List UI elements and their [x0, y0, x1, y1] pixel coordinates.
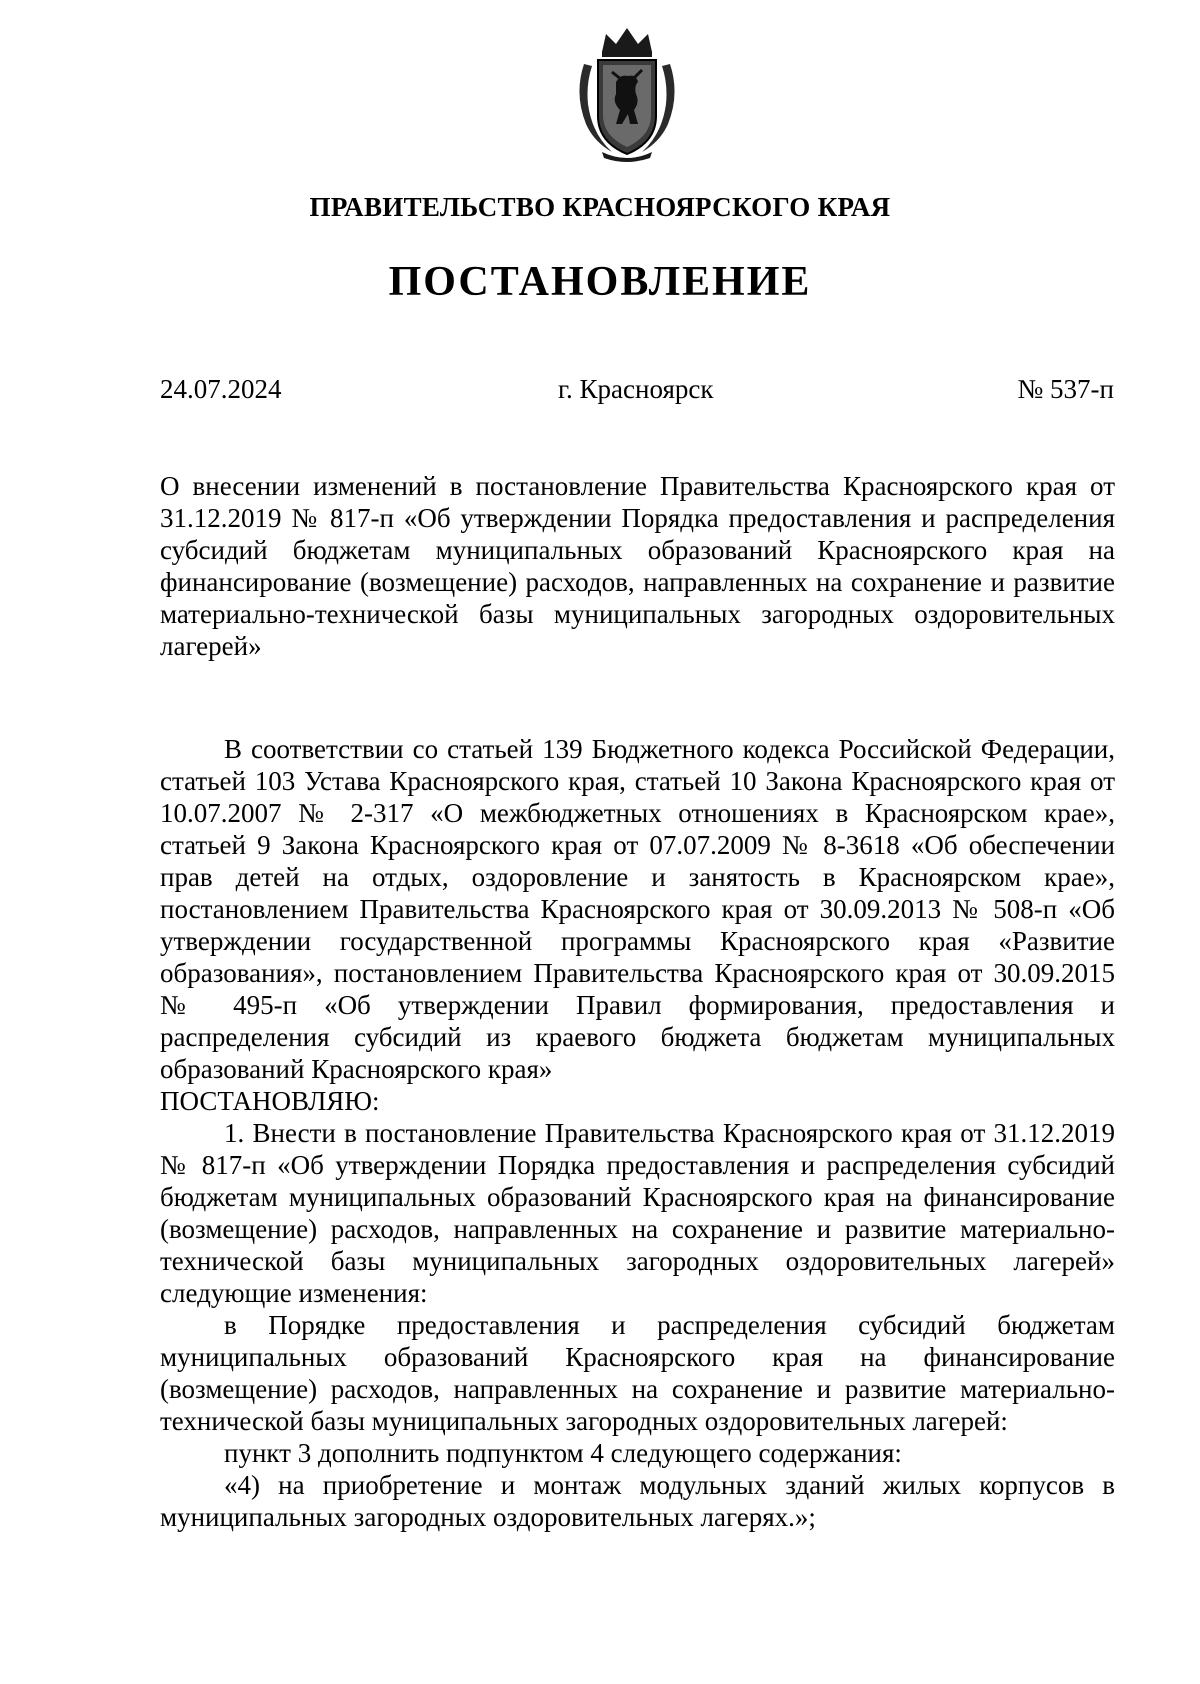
- organization-name: ПРАВИТЕЛЬСТВО КРАСНОЯРСКОГО КРАЯ: [309, 192, 891, 222]
- item-1-clause-paragraph: пункт 3 дополнить подпунктом 4 следующего содержания:: [224, 1438, 902, 1468]
- document-date: 24.07.2024: [160, 374, 282, 404]
- item-1-paragraph: 1. Внести в постановление Правительства Красноярского края от 31.12.2019 № 817-п «Об утверждении Порядка предоставления и распределения субсидий бюджетам муниципальных образований Красноярского края на финансирование (возмещение) расходов, направленных на сохранение и развитие материально-технической базы муниципальных загородных оздоровительных лагерей» следующие изменения:: [160, 1118, 1115, 1308]
- document-body: [160, 733, 1115, 1533]
- krasnoyarsk-coat-of-arms-icon: [572, 24, 682, 164]
- document-type: ПОСТАНОВЛЕНИЕ: [388, 259, 812, 305]
- document-title: О внесении изменений в постановление Правительства Красноярского края от 31.12.2019 № 817-п «Об утверждении Порядка предоставления и распределения субсидий бюджетам муниципальных образований Красноярского края на финансирование (возмещение) расходов, направленных на сохранение и развитие материально-технической базы муниципальных загородных оздоровительных лагерей»: [160, 471, 1115, 661]
- resolve-line: ПОСТАНОВЛЯЮ:: [160, 1086, 380, 1116]
- preamble-paragraph: В соответствии со статьей 139 Бюджетного кодекса Российской Федерации, статьей 103 Устава Красноярского края, статьей 10 Закона Красноярского края от 10.07.2007 № 2-317 «О межбюджетных отношениях в Красноярском крае», статьей 9 Закона Красноярского края от 07.07.2009 № 8-3618 «Об обеспечении прав детей на отдых, оздоровление и занятость в Красноярском крае», постановлением Правительства Красноярского края от 30.09.2013 № 508-п «Об утверждении государственной программы Красноярского края «Развитие образования», постановлением Правительства Красноярского края от 30.09.2015 № 495-п «Об утверждении Правил формирования, предоставления и распределения субсидий из краевого бюджета бюджетам муниципальных образований Красноярского края»: [160, 734, 1115, 1084]
- document-number: № 537-п: [1017, 374, 1114, 404]
- item-1-order-paragraph: в Порядке предоставления и распределения субсидий бюджетам муниципальных образований Красноярского края на финансирование (возмещение) расходов, направленных на сохранение и развитие материально-технической базы муниципальных загородных оздоровительных лагерей:: [160, 1310, 1115, 1436]
- document-city: г. Красноярск: [558, 374, 714, 404]
- item-1-subclause-paragraph: «4) на приобретение и монтаж модульных зданий жилых корпусов в муниципальных загородных оздоровительных лагерях.»;: [160, 1470, 1115, 1532]
